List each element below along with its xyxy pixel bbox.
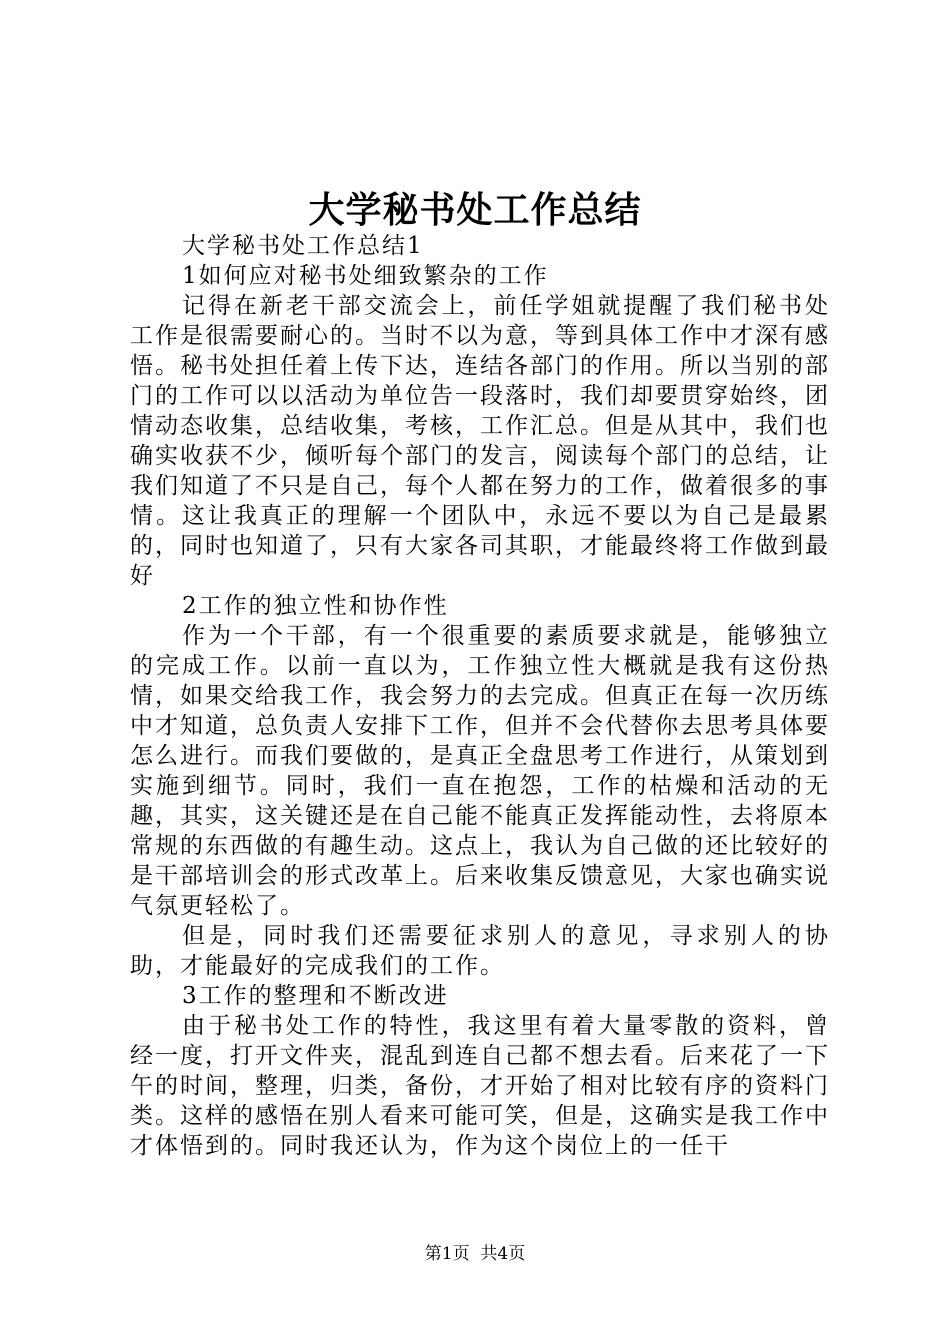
document-title: 大学秘书处工作总结	[308, 189, 642, 231]
page-footer	[0, 1243, 950, 1265]
paragraph: 但是，同时我们还需要征求别人的意见，寻求别人的协助，才能最好的完成我们的工作。	[130, 923, 830, 979]
section-heading: 2工作的独立性和协作性	[182, 593, 449, 619]
paragraph: 记得在新老干部交流会上，前任学姐就提醒了我们秘书处工作是很需要耐心的。当时不以为意，等到具体工作中才深有感悟。秘书处担任着上传下达，连结各部门的作用。所以当别的部门的工作可以以活动为单位告一段落时，我们却要贯穿始终，团情动态收集，总结收集，考核，工作汇总。但是从其中，我们也确实收获不少，倾听每个部门的发言，阅读每个部门的总结，让我们知道了不只是自己，每个人都在努力的工作，做着很多的事情。这让我真正的理解一个团队中，永远不要以为自己是最累的，同时也知道了，只有大家各司其职，才能最终将工作做到最好	[130, 293, 830, 589]
page-total: 共4页	[480, 1244, 526, 1264]
paragraph: 由于秘书处工作的特性，我这里有着大量零散的资料，曾经一度，打开文件夹，混乱到连自己都不想去看。后来花了一下午的时间，整理，归类，备份，才开始了相对比较有序的资料门类。这样的感悟在别人看来可能可笑，但是，这确实是我工作中才体悟到的。同时我还认为，作为这个岗位上的一任干	[130, 1013, 830, 1159]
paragraph: 作为一个干部，有一个很重要的素质要求就是，能够独立的完成工作。以前一直以为，工作独立性大概就是我有这份热情，如果交给我工作，我会努力的去完成。但真正在每一次历练中才知道，总负责人安排下工作，但并不会代替你去思考具体要怎么进行。而我们要做的，是真正全盘思考工作进行，从策划到实施到细节。同时，我们一直在抱怨，工作的枯燥和活动的无趣，其实，这关键还是在自己能不能真正发挥能动性，去将原本常规的东西做的有趣生动。这点上，我认为自己做的还比较好的是干部培训会的形式改革上。后来收集反馈意见，大家也确实说气氛更轻松了。	[130, 623, 830, 919]
paragraph-heading: 大学秘书处工作总结1	[182, 233, 424, 259]
section-heading: 3工作的整理和不断改进	[182, 983, 449, 1009]
section-heading: 1如何应对秘书处细致繁杂的工作	[182, 263, 549, 289]
page-number: 第1页	[424, 1244, 470, 1264]
document-body	[130, 231, 830, 1161]
